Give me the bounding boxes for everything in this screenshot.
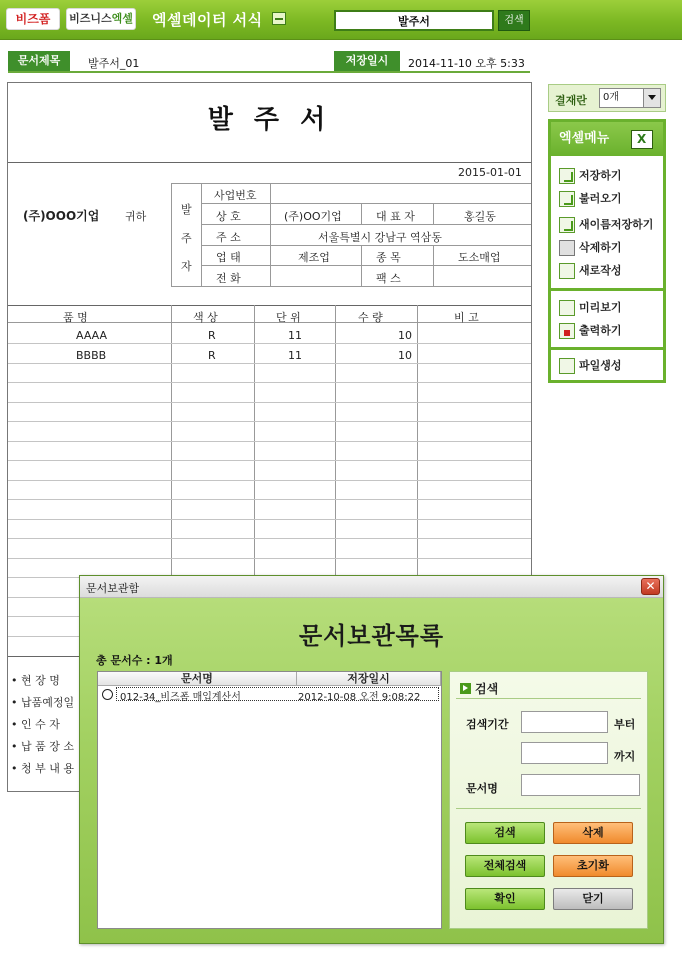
footer-label-receiver: • 인 수 자 xyxy=(11,718,60,731)
menu-save-label: 저장하기 xyxy=(579,169,622,182)
menu-preview[interactable] xyxy=(559,298,622,318)
business-excel-logo[interactable] xyxy=(66,8,136,30)
docname-label: 문서명 xyxy=(466,782,498,795)
doc-title-label: 문서제목 xyxy=(8,51,70,71)
menu-delete[interactable] xyxy=(559,238,622,258)
list-item-date: 2012-10-08 오전 9:08:22 xyxy=(298,692,421,703)
logo2-text-b: 엑셀 xyxy=(111,12,133,25)
save-as-icon xyxy=(559,217,575,233)
delete-button[interactable]: 삭제 xyxy=(553,822,633,844)
footer-label-site: • 현 장 명 xyxy=(11,674,60,687)
search-panel-title-text: 검색 xyxy=(475,682,499,696)
row1-qty[interactable]: 10 xyxy=(398,329,412,342)
preview-icon xyxy=(559,300,575,316)
menu-print[interactable] xyxy=(559,321,622,341)
dialog-heading: 문서보관목록 xyxy=(298,622,445,650)
col-header-color: 색 상 xyxy=(193,311,218,324)
excel-menu-title xyxy=(551,122,663,156)
save-icon xyxy=(559,168,575,184)
item-row-line xyxy=(8,558,531,559)
fax-label: 팩 스 xyxy=(376,272,401,285)
app-title: 엑셀데이터 서식 xyxy=(152,11,263,29)
list-item[interactable] xyxy=(98,687,441,702)
ok-button[interactable]: 확인 xyxy=(465,888,545,910)
to-label: 까지 xyxy=(614,750,636,763)
issuer-char-1: 발 xyxy=(181,203,192,216)
title-row-divider xyxy=(8,71,530,73)
info-bottom-line xyxy=(171,286,531,287)
menu-divider-2 xyxy=(551,347,663,350)
item-row-line xyxy=(8,519,531,520)
col-header-name: 품 명 xyxy=(63,311,88,324)
trash-icon xyxy=(559,240,575,256)
title-divider xyxy=(8,162,531,163)
logo2-text-a: 비즈니스 xyxy=(69,12,112,25)
issuer-char-2: 주 xyxy=(181,232,192,245)
menu-save-as-label: 새이름저장하기 xyxy=(579,218,654,231)
footer-label-due: • 납품예정일 xyxy=(11,696,75,709)
footer-label-due-text: 납품예정일 xyxy=(21,696,75,709)
biz-type-label: 업 태 xyxy=(216,251,241,264)
biz-type-value[interactable]: 제조업 xyxy=(298,251,330,264)
menu-create-file[interactable] xyxy=(559,356,622,376)
docname-input[interactable] xyxy=(521,774,640,796)
biz-no-label: 사업번호 xyxy=(214,189,257,202)
row-radio[interactable] xyxy=(102,689,113,700)
col-header-qty: 수 량 xyxy=(358,311,383,324)
approval-count-value: 0개 xyxy=(603,92,620,103)
document-date: 2015-01-01 xyxy=(458,166,522,179)
address-value[interactable]: 서울특별시 강남구 역삼동 xyxy=(318,231,442,244)
bizform-logo[interactable]: 비즈폼 xyxy=(6,8,60,30)
row1-name[interactable]: AAAA xyxy=(76,329,108,342)
item-row-line xyxy=(8,382,531,383)
item-row-line xyxy=(8,460,531,461)
ceo-label: 대 표 자 xyxy=(376,210,415,223)
row1-unit[interactable]: 11 xyxy=(288,329,302,342)
info-row-line-1 xyxy=(201,203,531,204)
biz-item-label: 종 목 xyxy=(376,251,401,264)
item-row-line xyxy=(8,538,531,539)
list-header-name[interactable]: 문서명 xyxy=(98,672,297,686)
col-header-note: 비 고 xyxy=(454,311,479,324)
biz-item-value[interactable]: 도소매업 xyxy=(458,251,501,264)
item-row-line xyxy=(8,363,531,364)
name-value[interactable]: (주)OO기업 xyxy=(284,210,342,223)
search-panel xyxy=(449,671,648,929)
ceo-value[interactable]: 홍길동 xyxy=(464,210,496,223)
close-icon[interactable]: ✕ xyxy=(641,578,660,595)
info-top-line xyxy=(171,183,531,184)
menu-preview-label: 미리보기 xyxy=(579,301,622,314)
item-row-line xyxy=(8,499,531,500)
issuer-left-line xyxy=(171,183,172,286)
approval-label: 결재란 xyxy=(555,94,587,107)
label-col-line xyxy=(270,183,271,286)
menu-save-as[interactable] xyxy=(559,215,653,235)
footer-label-place: • 납 품 장 소 xyxy=(11,740,74,753)
reset-button[interactable]: 초기화 xyxy=(553,855,633,877)
menu-load-label: 불러오기 xyxy=(579,192,622,205)
col-header-unit: 단 위 xyxy=(276,311,301,324)
menu-new-label: 새로작성 xyxy=(579,264,622,277)
print-icon xyxy=(559,323,575,339)
excel-menu-title-text: 엑셀메뉴 xyxy=(559,131,610,146)
item-row-line xyxy=(8,402,531,403)
recipient-name: (주)OOO기업 xyxy=(23,209,100,223)
info-row-line-3 xyxy=(201,245,531,246)
menu-divider-1 xyxy=(551,288,663,291)
footer-label-contract: • 청 부 내 용 xyxy=(11,762,74,775)
document-archive-dialog xyxy=(79,575,664,944)
name-label: 상 호 xyxy=(216,210,241,223)
row2-color[interactable]: R xyxy=(208,349,216,362)
approval-count-select[interactable] xyxy=(599,88,661,108)
name-mid-line2 xyxy=(433,203,434,224)
search-all-button[interactable]: 전체검색 xyxy=(465,855,545,877)
item-row-line xyxy=(8,421,531,422)
menu-delete-label: 삭제하기 xyxy=(579,241,622,254)
item-row-line xyxy=(8,480,531,481)
menu-load[interactable] xyxy=(559,189,622,209)
close-button[interactable]: 닫기 xyxy=(553,888,633,910)
row2-unit[interactable]: 11 xyxy=(288,349,302,362)
search-panel-separator-2 xyxy=(456,808,641,809)
saved-at-label: 저장일시 xyxy=(334,51,400,71)
menu-save[interactable] xyxy=(559,166,622,186)
list-header-date[interactable]: 저장일시 xyxy=(297,672,441,686)
footer-label-contract-text: 청 부 내 용 xyxy=(21,762,74,775)
doc-title-value[interactable]: 발주서_01 xyxy=(88,57,140,70)
top-bar xyxy=(0,0,682,40)
chevron-down-icon[interactable] xyxy=(643,89,660,107)
period-from-input[interactable] xyxy=(521,711,608,733)
list-item-name: 012-34_비즈폼 매입계산서 xyxy=(120,692,241,703)
top-search-button[interactable]: 검색 xyxy=(498,10,530,31)
approval-panel xyxy=(548,84,666,112)
menu-create-file-label: 파일생성 xyxy=(579,359,622,372)
dialog-window-title: 문서보관함 xyxy=(86,582,140,595)
period-label: 검색기간 xyxy=(466,718,509,731)
tel-label: 전 화 xyxy=(216,272,241,285)
issuer-char-3: 자 xyxy=(181,260,192,273)
document-count: 총 문서수 : 1개 xyxy=(96,654,173,667)
search-panel-title xyxy=(460,680,498,697)
search-button[interactable]: 검색 xyxy=(465,822,545,844)
info-row-line-4 xyxy=(201,265,531,266)
dialog-titlebar[interactable] xyxy=(80,576,663,598)
menu-print-label: 출력하기 xyxy=(579,324,622,337)
new-document-icon xyxy=(559,263,575,279)
period-to-input[interactable] xyxy=(521,742,608,764)
row2-qty[interactable]: 10 xyxy=(398,349,412,362)
search-panel-separator xyxy=(456,698,641,699)
document-list[interactable] xyxy=(97,671,442,929)
arrow-right-icon xyxy=(460,683,471,694)
document-title: 발 주 서 xyxy=(207,105,332,135)
excel-menu xyxy=(548,119,666,383)
menu-new[interactable] xyxy=(559,261,622,281)
footer-label-place-text: 납 품 장 소 xyxy=(21,740,74,753)
from-label: 부터 xyxy=(614,718,636,731)
item-row-line xyxy=(8,343,531,344)
footer-label-receiver-text: 인 수 자 xyxy=(21,718,60,731)
recipient-suffix: 귀하 xyxy=(125,210,147,223)
top-search-input[interactable] xyxy=(334,10,494,31)
saved-at-value: 2014-11-10 오후 5:33 xyxy=(408,57,525,70)
info-row-line-2 xyxy=(201,224,531,225)
name-mid-line xyxy=(361,203,362,224)
items-top-line xyxy=(8,305,531,306)
item-row-line xyxy=(8,441,531,442)
footer-label-site-text: 현 장 명 xyxy=(21,674,60,687)
row1-color[interactable]: R xyxy=(208,329,216,342)
address-label: 주 소 xyxy=(216,231,241,244)
issuer-col-line xyxy=(201,183,202,286)
create-file-icon xyxy=(559,358,575,374)
load-icon xyxy=(559,191,575,207)
excel-icon xyxy=(631,130,653,149)
row2-name[interactable]: BBBB xyxy=(76,349,107,362)
dialog-body xyxy=(80,598,663,943)
excel-sheet-icon xyxy=(272,12,286,25)
